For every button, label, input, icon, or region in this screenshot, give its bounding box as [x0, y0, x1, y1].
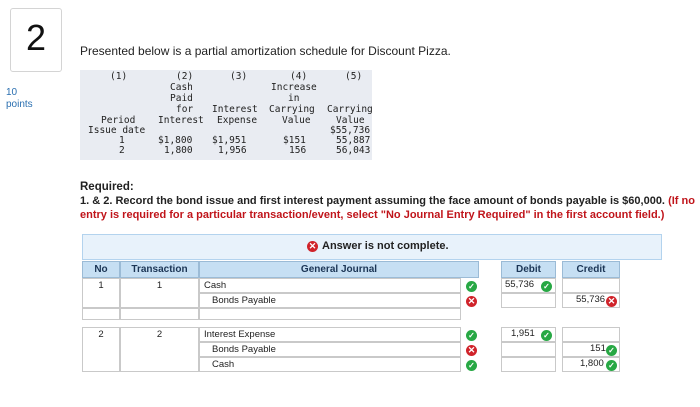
account-input[interactable]: Interest Expense [199, 327, 461, 342]
col2-header-line: Cash [170, 82, 193, 93]
points-value: 10 [6, 87, 18, 98]
credit-input[interactable] [562, 278, 620, 293]
required-text [80, 194, 696, 222]
col1-header: Period [101, 115, 136, 126]
spacer-cell [199, 308, 461, 320]
col4-header-line: Value [282, 115, 311, 126]
spacer-cell [82, 308, 120, 320]
col5-header-line: Carrying [327, 104, 373, 115]
row-carrying: 56,043 [336, 145, 371, 156]
x-circle-icon: ✕ [308, 240, 317, 251]
required-heading: Required: [80, 181, 134, 193]
col5-header-line: Value [336, 115, 365, 126]
required-instruction: 1. & 2. Record the bond issue and first interest payment assuming the face amount of bonds payable is $60,000. [80, 195, 665, 207]
row-cash: 1,800 [164, 145, 193, 156]
row-period: Issue date [88, 125, 146, 136]
col-number-4: (4) [290, 71, 308, 82]
entry-number: 2 [82, 327, 120, 372]
row-increase: $151 [283, 135, 306, 146]
check-circle-icon: ✓ [541, 330, 552, 341]
question-number: 2 [25, 17, 47, 58]
check-circle-icon: ✓ [466, 281, 477, 292]
x-circle-icon: ✕ [607, 296, 616, 306]
col-header-debit: Debit [501, 261, 556, 278]
question-number-box [10, 8, 62, 72]
col4-header-line: Carrying [269, 104, 315, 115]
check-circle-icon: ✓ [606, 345, 617, 356]
credit-value: 151 [590, 343, 606, 354]
col-header-no: No [82, 261, 120, 278]
amortization-schedule [80, 70, 372, 160]
row-carrying: 55,887 [336, 135, 371, 146]
col2-header-line: Interest [158, 115, 204, 126]
question-prompt: Presented below is a partial amortization schedule for Discount Pizza. [80, 44, 451, 58]
check-circle-icon: ✓ [466, 360, 477, 371]
check-circle-icon: ✓ [541, 281, 552, 292]
col-number-2: (2) [176, 71, 194, 82]
col2-header-line: Paid [170, 93, 193, 104]
debit-value: 1,951 [511, 328, 535, 339]
row-period: 1 [119, 135, 125, 146]
row-increase: 156 [289, 145, 307, 156]
col3-header-line: Interest [212, 104, 258, 115]
debit-input[interactable] [501, 293, 556, 308]
debit-input[interactable] [501, 357, 556, 372]
row-interest: 1,956 [218, 145, 247, 156]
row-carrying: $55,736 [330, 125, 371, 136]
required-note: (If no entry is required for a particular transaction/event, select "No Journal Entry Required" in the first account field.) [80, 195, 695, 221]
col-header-transaction: Transaction [120, 261, 199, 278]
col-number-3: (3) [230, 71, 248, 82]
col-header-general-journal: General Journal [199, 261, 479, 278]
account-input[interactable]: Cash [199, 357, 461, 372]
account-input[interactable]: Bonds Payable [199, 342, 461, 357]
points-label: points [6, 99, 33, 110]
spacer-cell [120, 308, 199, 320]
col4-header-line: Increase [271, 82, 317, 93]
debit-input[interactable] [501, 342, 556, 357]
col2-header-line: for [176, 104, 194, 115]
account-input[interactable]: Cash [199, 278, 461, 293]
answer-status-banner [82, 234, 662, 260]
col3-header-line: Expense [217, 115, 258, 126]
col-header-credit: Credit [562, 261, 620, 278]
credit-value: 55,736 [576, 294, 606, 305]
col-number-5: (5) [345, 71, 363, 82]
account-input[interactable]: Bonds Payable [199, 293, 461, 308]
entry-number: 1 [82, 278, 120, 308]
entry-transaction: 2 [120, 327, 199, 372]
credit-input[interactable] [562, 327, 620, 342]
debit-value: 55,736 [505, 279, 535, 290]
row-interest: $1,951 [212, 135, 247, 146]
row-cash: $1,800 [158, 135, 193, 146]
entry-transaction: 1 [120, 278, 199, 308]
col-number-1: (1) [110, 71, 128, 82]
x-circle-icon: ✕ [467, 296, 476, 306]
x-circle-icon: ✕ [467, 345, 476, 355]
row-period: 2 [119, 145, 125, 156]
credit-value: 1,800 [580, 358, 604, 369]
check-circle-icon: ✓ [466, 330, 477, 341]
answer-status-text: Answer is not complete. [322, 240, 449, 252]
check-circle-icon: ✓ [606, 360, 617, 371]
col4-header-line: in [288, 93, 300, 104]
